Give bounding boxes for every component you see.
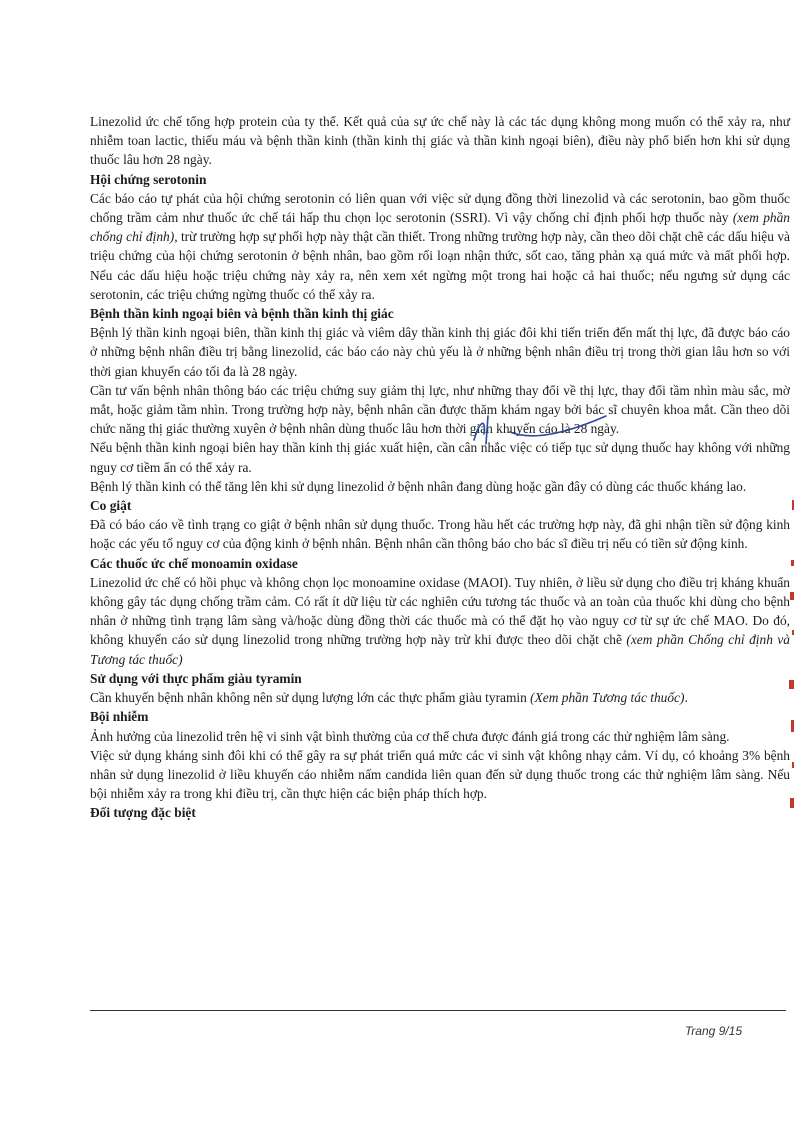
superinfection-paragraph-1: Ảnh hưởng của linezolid trên hệ vi sinh vật bình thường của cơ thể chưa được đánh giá trong các thử nghiệm lâm sàng. — [90, 728, 730, 744]
intro-paragraph: Linezolid ức chế tổng hợp protein của ty thể. Kết quả của sự ức chế này là các tác dụng không mong muốn có thể xảy ra, như nhiễm toan lactic, thiếu máu và bệnh thần kinh (thần kinh thị giác và thần kinh ngoại biên), điều này phổ biến hơn khi sử dụng thuốc lâu hơn 28 ngày. — [90, 114, 790, 168]
neuropathy-paragraph-3: Nếu bệnh thần kinh ngoại biên hay thần kinh thị giác xuất hiện, cần cân nhắc việc có tiếp tục sử dụng thuốc hay không với những nguy cơ tiềm ẩn có thể xảy ra. — [90, 440, 790, 475]
scan-edge-marks — [786, 500, 800, 840]
footer-divider — [90, 1010, 786, 1011]
document-body — [90, 112, 790, 823]
maoi-ref: (xem phần Chống chỉ định và Tương tác thuốc) — [90, 632, 791, 667]
seizures-paragraph: Đã có báo cáo về tình trạng co giật ở bệnh nhân sử dụng thuốc. Trong hầu hết các trường hợp này, đã ghi nhận tiền sử động kinh hoặc các yếu tố nguy cơ của động kinh ở bệnh nhân. Bệnh nhân cần thông báo cho bác sĩ điều trị nếu có tiền sử động kinh. — [90, 517, 790, 552]
heading-maoi: Các thuốc ức chế monoamin oxidase — [90, 555, 298, 571]
superinfection-paragraph-2: Việc sử dụng kháng sinh đôi khi có thể gây ra sự phát triển quá mức các vi sinh vật không nhạy cảm. Ví dụ, có khoảng 3% bệnh nhân sử dụng linezolid ở liều khuyến cáo nhiễm nấm candida liên quan đến sử dụng thuốc trong các thử nghiệm lâm sàng. Nếu bội nhiễm xảy ra trong khi điều trị, cần thực hiện các biện pháp thích hợp. — [90, 747, 790, 802]
heading-superinfection: Bội nhiễm — [90, 709, 149, 725]
neuropathy-paragraph-2: Cần tư vấn bệnh nhân thông báo các triệu chứng suy giảm thị lực, như những thay đổi về thị lực, thay đổi tầm nhìn màu sắc, mờ mắt, hoặc giảm tầm nhìn. Trong trường hợp này, bệnh nhân cần được thăm khám ngay bởi bác sĩ chuyên khoa mắt. Cần theo dõi chức năng thị giác thường xuyên ở bệnh nhân dùng thuốc lâu hơn thời gian khuyến cáo là 28 ngày. — [90, 382, 790, 437]
tyramine-text: Cần khuyến bệnh nhân không nên sử dụng lượng lớn các thực phẩm giàu tyramin — [90, 690, 531, 706]
heading-special-populations: Đối tượng đặc biệt — [90, 805, 196, 821]
serotonin-text-a: Các báo cáo tự phát của hội chứng serotonin có liên quan với việc sử dụng đồng thời linezolid và các serotonin, bao gồm thuốc chống trầm cảm như thuốc ức chế tái hấp thu chọn lọc serotonin (SSRI). Vì vậy chống chỉ định phối hợp thuốc này — [90, 190, 790, 226]
heading-seizures: Co giật — [90, 498, 132, 514]
heading-tyramine: Sử dụng với thực phẩm giàu tyramin — [90, 670, 302, 686]
serotonin-ref: (xem phần chống chỉ định) — [90, 210, 790, 245]
pen-annotation-mark — [470, 410, 610, 450]
maoi-paragraph — [90, 573, 790, 669]
tyramine-ref: (Xem phần Tương tác thuốc) — [530, 690, 685, 706]
maoi-text: Linezolid ức chế có hồi phục và không chọn lọc monoamine oxidase (MAOI). Tuy nhiên, ở liều sử dụng cho điều trị kháng khuẩn không gây tác dụng chống trầm cảm. Có rất ít dữ liệu từ các nghiên cứu tương tác thuốc và an toàn của thuốc khi dùng cho bệnh nhân ở những tình trạng lâm sàng và/hoặc dùng đồng thời các thuốc mà có thể đặt họ vào nguy cơ từ sự ức chế MAO. Do đó, không khuyến cáo sử dụng linezolid trong những trường hợp này trừ khi được theo dõi chặt chẽ — [90, 574, 790, 648]
tyramine-paragraph — [90, 688, 790, 707]
serotonin-paragraph — [90, 189, 790, 304]
page-number: Trang 9/15 — [684, 1024, 742, 1038]
neuropathy-paragraph-1: Bệnh lý thần kinh ngoại biên, thần kinh thị giác và viêm dây thần kinh thị giác đôi khi tiến triển đến mất thị lực, đã được báo cáo ở những bệnh nhân điều trị bằng linezolid, các báo cáo này chủ yếu là ở những bệnh nhân điều trị trong thời gian lâu hơn so với thời gian khuyến cáo tối đa là 28 ngày. — [90, 325, 790, 379]
heading-neuropathy: Bệnh thần kinh ngoại biên và bệnh thần kinh thị giác — [90, 306, 394, 322]
neuropathy-paragraph-4: Bệnh lý thần kinh có thể tăng lên khi sử dụng linezolid ở bệnh nhân đang dùng hoặc gần đây có dùng các thuốc kháng lao. — [90, 478, 747, 494]
serotonin-text-b: , trừ trường hợp sự phối hợp này thật cần thiết. Trong những trường hợp này, cần theo dõi chặt chẽ các dấu hiệu và triệu chứng của hội chứng serotonin ở bệnh nhân, bao gồm rối loạn nhận thức, sốt cao, tăng phản xạ quá mức và mất phối hợp. Nếu các dấu hiệu hoặc triệu chứng này xảy ra, nên xem xét ngừng một trong hai hoặc cả hai thuốc; nếu ngưng sử dụng các serotonin, các triệu chứng ngừng thuốc có thể xảy ra. — [90, 229, 790, 302]
heading-serotonin-syndrome: Hội chứng serotonin — [90, 171, 207, 187]
tyramine-text-end: . — [684, 690, 688, 706]
